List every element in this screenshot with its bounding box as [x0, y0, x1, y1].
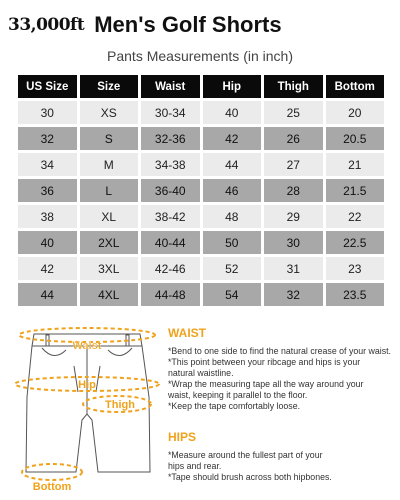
col-header-hip: Hip [203, 75, 262, 98]
col-header-size: Size [80, 75, 139, 98]
cell-thigh: 29 [264, 205, 323, 228]
waist-instruction: *This point between your ribcage and hips is your [168, 357, 361, 367]
cell-bottom: 23 [326, 257, 385, 280]
cell-thigh: 27 [264, 153, 323, 176]
cell-size: XL [80, 205, 139, 228]
cell-thigh: 31 [264, 257, 323, 280]
cell-hip: 54 [203, 283, 262, 306]
cell-waist: 34-38 [141, 153, 200, 176]
table-row [18, 231, 384, 254]
cell-thigh: 30 [264, 231, 323, 254]
hips-instruction: hips and rear. [168, 461, 222, 471]
header [8, 12, 392, 38]
cell-bottom: 20.5 [326, 127, 385, 150]
col-header-waist: Waist [141, 75, 200, 98]
brand-logo: 33,000ft [8, 15, 85, 35]
cell-waist: 30-34 [141, 101, 200, 124]
cell-us-size: 44 [18, 283, 77, 306]
waist-instruction: *Bend to one side to find the natural crease of your waist. [168, 346, 391, 356]
cell-hip: 44 [203, 153, 262, 176]
waist-label: Waist [72, 340, 102, 352]
hips-instruction: *Tape should brush across both hipbones. [168, 472, 332, 482]
thigh-label: Thigh [105, 399, 135, 411]
waist-heading: WAIST [168, 326, 206, 340]
cell-bottom: 20 [326, 101, 385, 124]
cell-hip: 52 [203, 257, 262, 280]
col-header-thigh: Thigh [264, 75, 323, 98]
col-header-us-size: US Size [18, 75, 77, 98]
cell-thigh: 32 [264, 283, 323, 306]
page-title: Men's Golf Shorts [94, 12, 282, 37]
cell-size: 2XL [80, 231, 139, 254]
hips-instruction: *Measure around the fullest part of your [168, 450, 323, 460]
table-row [18, 283, 384, 306]
cell-thigh: 28 [264, 179, 323, 202]
table-row [18, 153, 384, 176]
waist-instruction: natural waistline. [168, 368, 234, 378]
bottom-label: Bottom [32, 481, 72, 493]
cell-waist: 38-42 [141, 205, 200, 228]
cell-us-size: 42 [18, 257, 77, 280]
hips-heading: HIPS [168, 430, 197, 444]
cell-us-size: 30 [18, 101, 77, 124]
waist-instruction: waist, keeping it parallel to the floor. [168, 390, 308, 400]
cell-waist: 42-46 [141, 257, 200, 280]
cell-size: 4XL [80, 283, 139, 306]
page-subtitle: Pants Measurements (in inch) [107, 48, 293, 64]
table-row [18, 257, 384, 280]
cell-size: S [80, 127, 139, 150]
cell-size: 3XL [80, 257, 139, 280]
measurement-guide [168, 322, 394, 483]
waist-instruction: *Keep the tape comfortably loose. [168, 401, 301, 411]
size-chart-table [15, 72, 387, 309]
cell-us-size: 34 [18, 153, 77, 176]
cell-bottom: 23.5 [326, 283, 385, 306]
cell-us-size: 38 [18, 205, 77, 228]
cell-waist: 40-44 [141, 231, 200, 254]
cell-thigh: 26 [264, 127, 323, 150]
cell-bottom: 21.5 [326, 179, 385, 202]
cell-hip: 50 [203, 231, 262, 254]
cell-bottom: 21 [326, 153, 385, 176]
cell-hip: 48 [203, 205, 262, 228]
table-row [18, 127, 384, 150]
cell-us-size: 40 [18, 231, 77, 254]
cell-bottom: 22.5 [326, 231, 385, 254]
cell-size: M [80, 153, 139, 176]
table-row [18, 101, 384, 124]
col-header-bottom: Bottom [326, 75, 385, 98]
table-header-row [18, 75, 384, 98]
cell-waist: 44-48 [141, 283, 200, 306]
cell-waist: 32-36 [141, 127, 200, 150]
cell-hip: 40 [203, 101, 262, 124]
table-row [18, 179, 384, 202]
cell-hip: 46 [203, 179, 262, 202]
waist-instruction: *Wrap the measuring tape all the way around your [168, 379, 364, 389]
cell-waist: 36-40 [141, 179, 200, 202]
cell-us-size: 32 [18, 127, 77, 150]
table-row [18, 205, 384, 228]
cell-size: XS [80, 101, 139, 124]
cell-thigh: 25 [264, 101, 323, 124]
cell-bottom: 22 [326, 205, 385, 228]
shorts-measurement-diagram [12, 322, 164, 494]
cell-hip: 42 [203, 127, 262, 150]
cell-us-size: 36 [18, 179, 77, 202]
hip-label: Hip [78, 379, 96, 391]
cell-size: L [80, 179, 139, 202]
